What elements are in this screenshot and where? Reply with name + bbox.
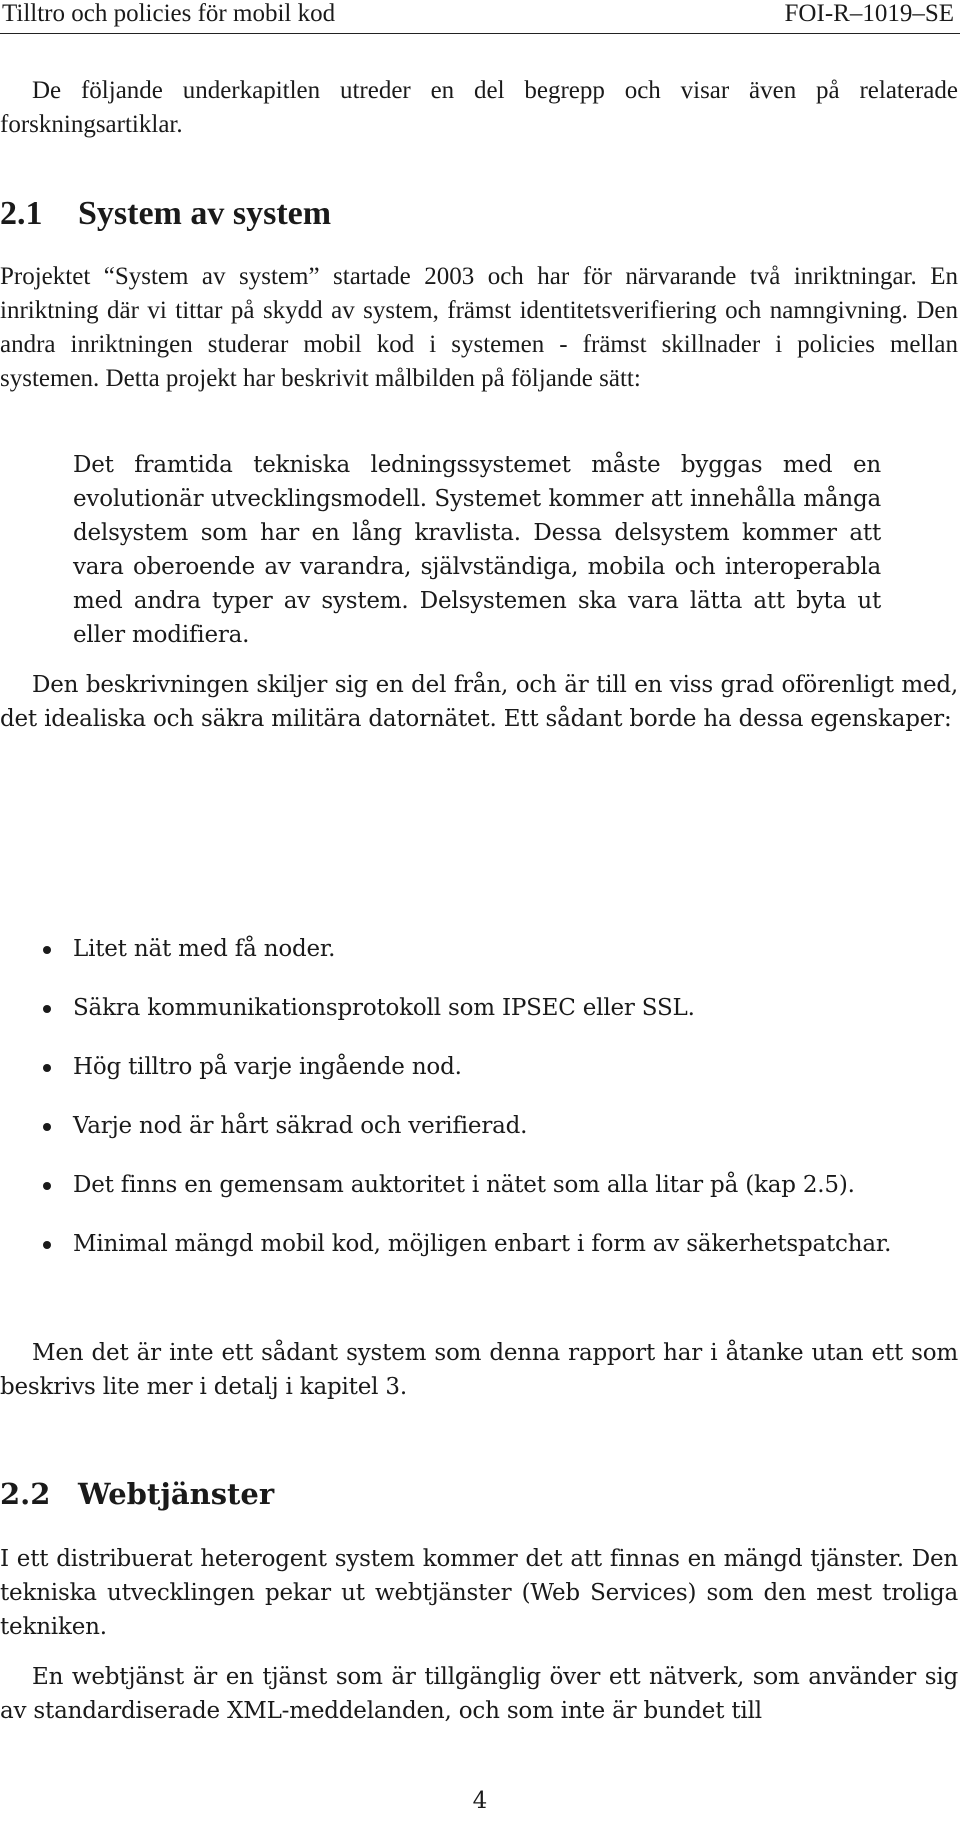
- list-item: [0, 1227, 958, 1261]
- page-number: 4: [472, 1788, 488, 1814]
- body-paragraph: Den beskrivningen skiljer sig en del från, och är till en viss grad oförenligt med, det idealiska och säkra militära datornätet. Ett sådant borde ha dessa egenskaper:: [0, 672, 958, 732]
- list-item: [0, 1109, 958, 1143]
- bullet-icon: [43, 1005, 51, 1013]
- block-quote: Det framtida tekniska ledningssystemet måste byggas med en evolutionär utvecklingsmodell. Systemet kommer att innehålla många delsystem som har en lång kravlista. Dessa delsystem kommer att vara oberoende av varandra, självständiga, mobila och interoperabla med andra typer av system. Delsystemen ska vara lätta att byta ut eller modifiera.: [73, 452, 881, 648]
- bullet-icon: [43, 1123, 51, 1131]
- bullet-icon: [43, 1064, 51, 1072]
- report-number: FOI-R–1019–SE: [784, 0, 954, 27]
- section-number: 2.2: [0, 1477, 51, 1511]
- list-item: [0, 1050, 958, 1084]
- body-paragraph: En webtjänst är en tjänst som är tillgänglig över ett nätverk, som använder sig av standardiserade XML-meddelanden, och som inte är bundet till: [0, 1664, 958, 1724]
- section-heading-2-2: [0, 1474, 274, 1514]
- body-paragraph: Projektet “System av system” startade 2003 och har för närvarande två inriktningar. En inriktning där vi tittar på skydd av system, främst identitetsverifiering och namngivning. Den andra inriktningen studerar mobil kod i systemen - främst skillnader i policies mellan systemen. Detta projekt har beskrivit målbilden på följande sätt:: [0, 263, 958, 392]
- intro-paragraph: De följande underkapitlen utreder en del begrepp och visar även på relaterade forskningsartiklar.: [0, 77, 958, 138]
- list-item: [0, 1168, 958, 1202]
- list-item-text: Säkra kommunikationsprotokoll som IPSEC eller SSL.: [73, 995, 695, 1021]
- section-number: 2.1: [0, 195, 43, 232]
- section-title: Webtjänster: [78, 1477, 275, 1511]
- body-paragraph: I ett distribuerat heterogent system kommer det att finnas en mängd tjänster. Den tekniska utvecklingen pekar ut webtjänster (Web Services) som den mest troliga tekniken.: [0, 1546, 958, 1640]
- header-title: Tilltro och policies för mobil kod: [2, 0, 336, 27]
- section-title: System av system: [78, 195, 332, 232]
- bullet-icon: [43, 1241, 51, 1249]
- property-list: [0, 932, 958, 1286]
- body-paragraph: Men det är inte ett sådant system som denna rapport har i åtanke utan ett som beskrivs lite mer i detalj i kapitel 3.: [0, 1340, 958, 1400]
- list-item-text: Litet nät med få noder.: [73, 936, 336, 962]
- list-item: [0, 991, 958, 1025]
- bullet-icon: [43, 946, 51, 954]
- list-item-text: Det finns en gemensam auktoritet i nätet som alla litar på (kap 2.5).: [73, 1172, 855, 1198]
- list-item-text: Hög tilltro på varje ingående nod.: [73, 1054, 462, 1080]
- running-header: [0, 0, 960, 34]
- bullet-icon: [43, 1182, 51, 1190]
- list-item-text: Varje nod är hårt säkrad och verifierad.: [73, 1113, 528, 1139]
- section-heading-2-1: [0, 194, 331, 234]
- list-item: [0, 932, 958, 966]
- list-item-text: Minimal mängd mobil kod, möjligen enbart i form av säkerhetspatchar.: [73, 1231, 892, 1257]
